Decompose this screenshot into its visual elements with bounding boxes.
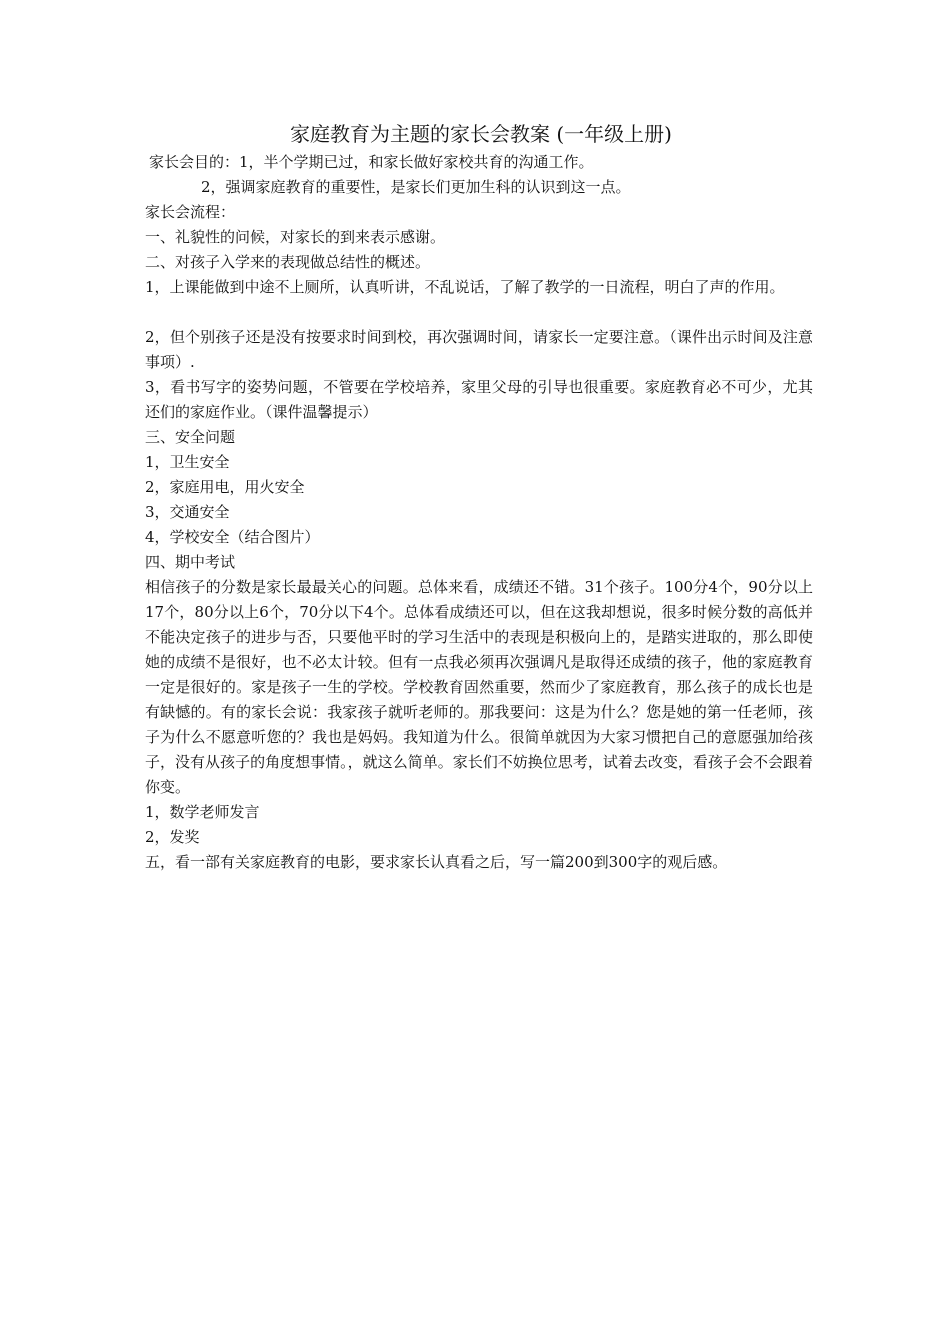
item-4-paragraph: 相信孩子的分数是家长最最关心的问题。总体来看，成绩还不错。31个孩子。100分4个，90分以上17个，80分以上6个，70分以下4个。总体看成绩还可以，但在这我却想说，很多时候分数的高低并不能决定孩子的进步与否，只要他平时的学习生活中的表现是积极向上的，是踏实进取的，那么即使她的成绩不是很好，也不必太计较。但有一点我必须再次强调凡是取得还成绩的孩子，他的家庭教育一定是很好的。家是孩子一生的学校。学校教育固然重要，然而少了家庭教育，那么孩子的成长也是有缺憾的。有的家长会说：我家孩子就听老师的。那我要问：这是为什么？您是她的第一任老师，孩子为什么不愿意听您的？我也是妈妈。我知道为什么。很简单就因为大家习惯把自己的意愿强加给孩子，没有从孩子的角度想事情。，就这么简单。家长们不妨换位思考，试着去改变，看孩子会不会跟着你变。 [145,578,813,796]
process-heading: 家长会流程： [145,203,236,221]
item-2-point-2: 2，但个别孩子还是没有按要求时间到校，再次强调时间，请家长一定要注意。（课件出示时间及注意事项）. [145,328,813,371]
item-4-point-1: 1，数学老师发言 [145,803,260,821]
item-2-point-1: 1，上课能做到中途不上厕所，认真听讲，不乱说话，了解了教学的一日流程，明白了声的作用。 [145,278,785,296]
item-2-point-3: 3，看书写字的姿势问题，不管要在学校培养，家里父母的引导也很重要。家庭教育必不可少，尤其还们的家庭作业。（课件温馨提示） [145,378,813,421]
item-3-point-2: 2，家庭用电，用火安全 [145,478,305,496]
item-4-point-2: 2，发奖 [145,828,200,846]
purpose-line-2: 2，强调家庭教育的重要性，是家长们更加生科的认识到这一点。 [201,178,631,196]
process-item-3: 三、安全问题 [145,428,236,446]
document-title: 家庭教育为主题的家长会教案 (一年级上册) [290,122,672,146]
document-body [145,120,813,875]
item-3-point-4: 4，学校安全（结合图片） [145,528,320,546]
process-item-5: 五，看一部有关家庭教育的电影，要求家长认真看之后，写一篇200到300字的观后感。 [145,853,728,871]
process-item-2: 二、对孩子入学来的表现做总结性的概述。 [145,253,431,271]
blank-line [145,300,813,325]
item-3-point-1: 1，卫生安全 [145,453,230,471]
process-item-4: 四、期中考试 [145,553,236,571]
purpose-line-1: 家长会目的：1，半个学期已过，和家长做好家校共育的沟通工作。 [149,153,594,171]
process-item-1: 一、礼貌性的问候，对家长的到来表示感谢。 [145,228,446,246]
item-3-point-3: 3，交通安全 [145,503,230,521]
